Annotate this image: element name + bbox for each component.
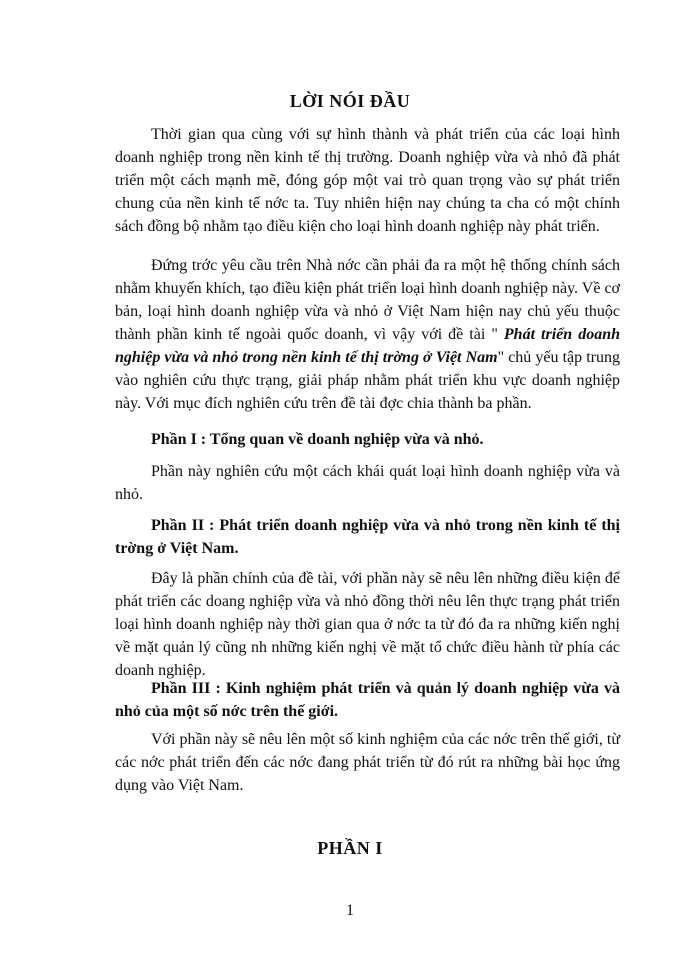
page-number: 1 bbox=[346, 902, 354, 919]
part-3-description: Với phần này sẽ nêu lên một số kinh nghiệm của các nớc trên thế giới, từ các nớc phát triển đến các nớc đang phát triển từ đó rút ra những bài học ứng dụng vào Việt Nam. bbox=[115, 731, 620, 794]
document-title: LỜI NÓI ĐẦU bbox=[289, 91, 411, 111]
section-heading: PHẦN I bbox=[317, 838, 383, 858]
part-3-heading: Phần III : Kinh nghiệm phát triển và quản lý doanh nghiệp vừa và nhỏ của một số nớc trên thế giới. bbox=[115, 680, 620, 720]
thesis-topic: Phát triển doanh nghiệp vừa và nhỏ trong nền kinh tế thị trờng ở Việt Nam bbox=[115, 326, 621, 366]
part-1-heading: Phần I : Tổng quan về doanh nghiệp vừa và nhỏ. bbox=[151, 431, 484, 448]
part-2-description: Đây là phần chính của đề tài, với phần này sẽ nêu lên những điều kiện để phát triển các doang nghiệp vừa và nhỏ đồng thời nêu lên thực trạng phát triển loại hình doanh nghiệp này thời gian qua ở nớc ta từ đó đa ra những kiến nghị về mặt quản lý cũng nh những kiến nghị về mặt tổ chức điều hành từ phía các doanh nghiệp. bbox=[115, 570, 620, 679]
rationale-text-end: " chủ yếu tập trung vào nghiên cứu thực trạng, giải pháp nhằm phát triển khu vực doanh nghiệp này. Với mục đích nghiên cứu trên đề tài đợc chia thành ba phần. bbox=[115, 349, 620, 412]
rationale-text-start: Đứng trớc yêu cầu trên Nhà nớc cần phải đa ra một hệ thống chính sách nhằm khuyến khích, tạo điều kiện phát triển loại hình doanh nghiệp này. Về cơ bản, loại hình doanh nghiệp vừa và nhỏ ở Việt Nam hiện nay chủ yếu thuộc thành phần kinh tế ngoài quốc doanh, vì vậy với đề tài " bbox=[115, 257, 620, 343]
intro-paragraph: Thời gian qua cùng với sự hình thành và phát triển của các loại hình doanh nghiệp trong nền kinh tế thị trường. Doanh nghiệp vừa và nhỏ đã phát triển một cách mạnh mẽ, đóng góp một vai trò quan trọng vào sự phát triển chung của nền kinh tế nớc ta. Tuy nhiên hiện nay chúng ta cha có một chính sách đồng bộ nhằm tạo điều kiện cho loại hình doanh nghiệp này phát triển. bbox=[115, 126, 620, 235]
rationale-paragraph bbox=[115, 254, 620, 415]
part-1-description: Phần này nghiên cứu một cách khái quát loại hình doanh nghiệp vừa và nhỏ. bbox=[115, 463, 620, 503]
part-2-heading: Phần II : Phát triển doanh nghiệp vừa và nhỏ trong nền kinh tế thị trờng ở Việt Nam. bbox=[115, 517, 620, 557]
